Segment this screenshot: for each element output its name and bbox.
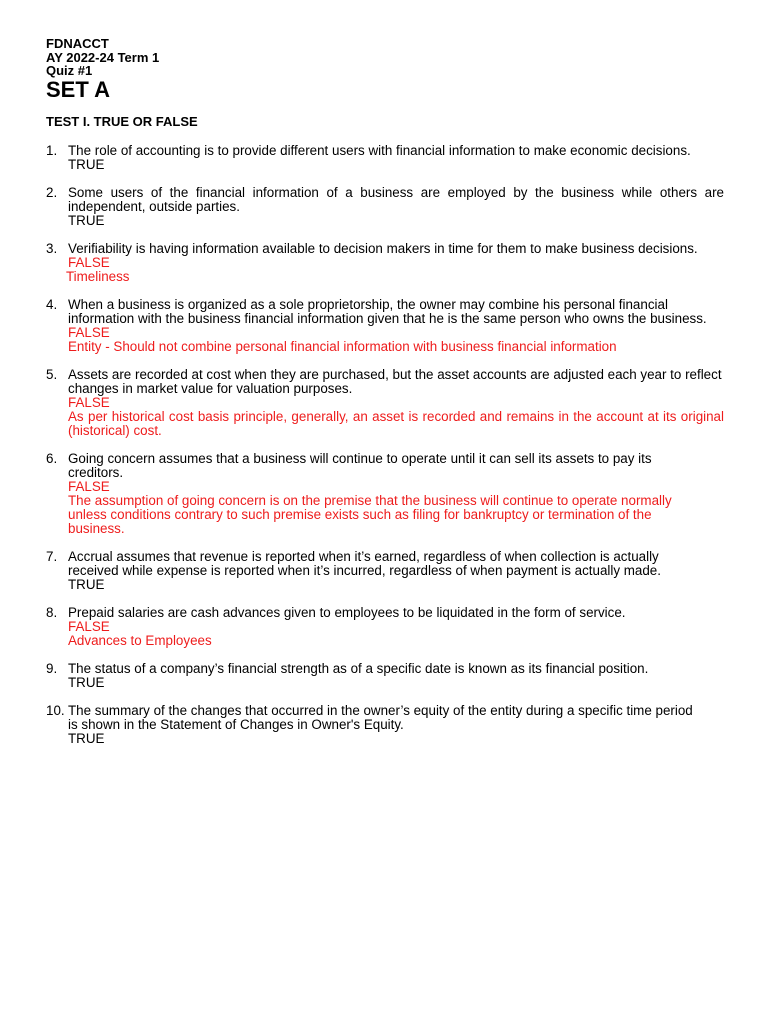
question-text: The summary of the changes that occurred in the owner’s equity of the entity during a specific time period is shown in the Statement of Changes in Owner's Equity. — [68, 703, 693, 732]
question-text: When a business is organized as a sole proprietorship, the owner may combine his personal financial information with the business financial information given that he is the same person who owns the business. — [68, 297, 707, 326]
question-number: 7. — [46, 549, 58, 564]
answer-label: TRUE — [68, 675, 105, 690]
answer-label: TRUE — [68, 577, 105, 592]
question-text: Some users of the financial information of a business are employed by the business while others are independent, outside parties. — [68, 185, 724, 214]
correction-note: Timeliness — [66, 269, 130, 284]
question-number: 1. — [46, 143, 58, 158]
question-item — [46, 242, 724, 284]
question-text: Assets are recorded at cost when they are purchased, but the asset accounts are adjusted each year to reflect changes in market value for valuation purposes. — [68, 367, 722, 396]
question-item — [46, 550, 724, 592]
question-item — [46, 144, 724, 172]
answer-label: TRUE — [68, 213, 105, 228]
question-number: 10. — [46, 703, 65, 718]
question-number: 8. — [46, 605, 58, 620]
question-item — [46, 606, 724, 648]
question-number: 3. — [46, 241, 58, 256]
academic-term: AY 2022-24 Term 1 — [46, 49, 160, 65]
answer-label: FALSE — [68, 479, 110, 494]
answer-label: FALSE — [68, 619, 110, 634]
question-text: Going concern assumes that a business will continue to operate until it can sell its assets to pay its creditors. — [68, 451, 652, 480]
answer-label: TRUE — [68, 157, 105, 172]
question-number: 9. — [46, 661, 58, 676]
question-text: The status of a company’s financial strength as of a specific date is known as its financial position. — [68, 661, 649, 676]
question-number: 6. — [46, 451, 58, 466]
question-item — [46, 186, 724, 228]
correction-note: Advances to Employees — [68, 633, 212, 648]
question-text: The role of accounting is to provide different users with financial information to make economic decisions. — [68, 143, 691, 158]
question-text: Prepaid salaries are cash advances given to employees to be liquidated in the form of service. — [68, 605, 626, 620]
correction-note: As per historical cost basis principle, generally, an asset is recorded and remains in the account at its original (historical) cost. — [68, 409, 724, 438]
answer-label: TRUE — [68, 731, 105, 746]
question-number: 5. — [46, 367, 58, 382]
question-list — [46, 144, 724, 760]
correction-note: The assumption of going concern is on the premise that the business will continue to operate normally unless conditions contrary to such premise exists such as filing for bankruptcy or termination of the business. — [68, 493, 672, 536]
question-item — [46, 298, 724, 354]
answer-label: FALSE — [68, 325, 110, 340]
course-code: FDNACCT — [46, 36, 109, 51]
question-item — [46, 368, 724, 438]
answer-label: FALSE — [68, 255, 110, 270]
question-item — [46, 704, 724, 746]
document-header — [46, 37, 159, 102]
set-title: SET A — [46, 76, 110, 102]
question-text: Verifiability is having information available to decision makers in time for them to make business decisions. — [68, 241, 698, 256]
question-item — [46, 662, 724, 690]
question-number: 2. — [46, 185, 58, 200]
answer-label: FALSE — [68, 395, 110, 410]
section-title: TEST I. TRUE OR FALSE — [46, 114, 198, 129]
question-item — [46, 452, 724, 536]
question-number: 4. — [46, 297, 58, 312]
correction-note: Entity - Should not combine personal financial information with business financial information — [68, 339, 617, 354]
question-text: Accrual assumes that revenue is reported when it’s earned, regardless of when collection is actually received while expense is reported when it’s incurred, regardless of when payment is actually made. — [68, 549, 661, 578]
quiz-label: Quiz #1 — [46, 63, 93, 78]
